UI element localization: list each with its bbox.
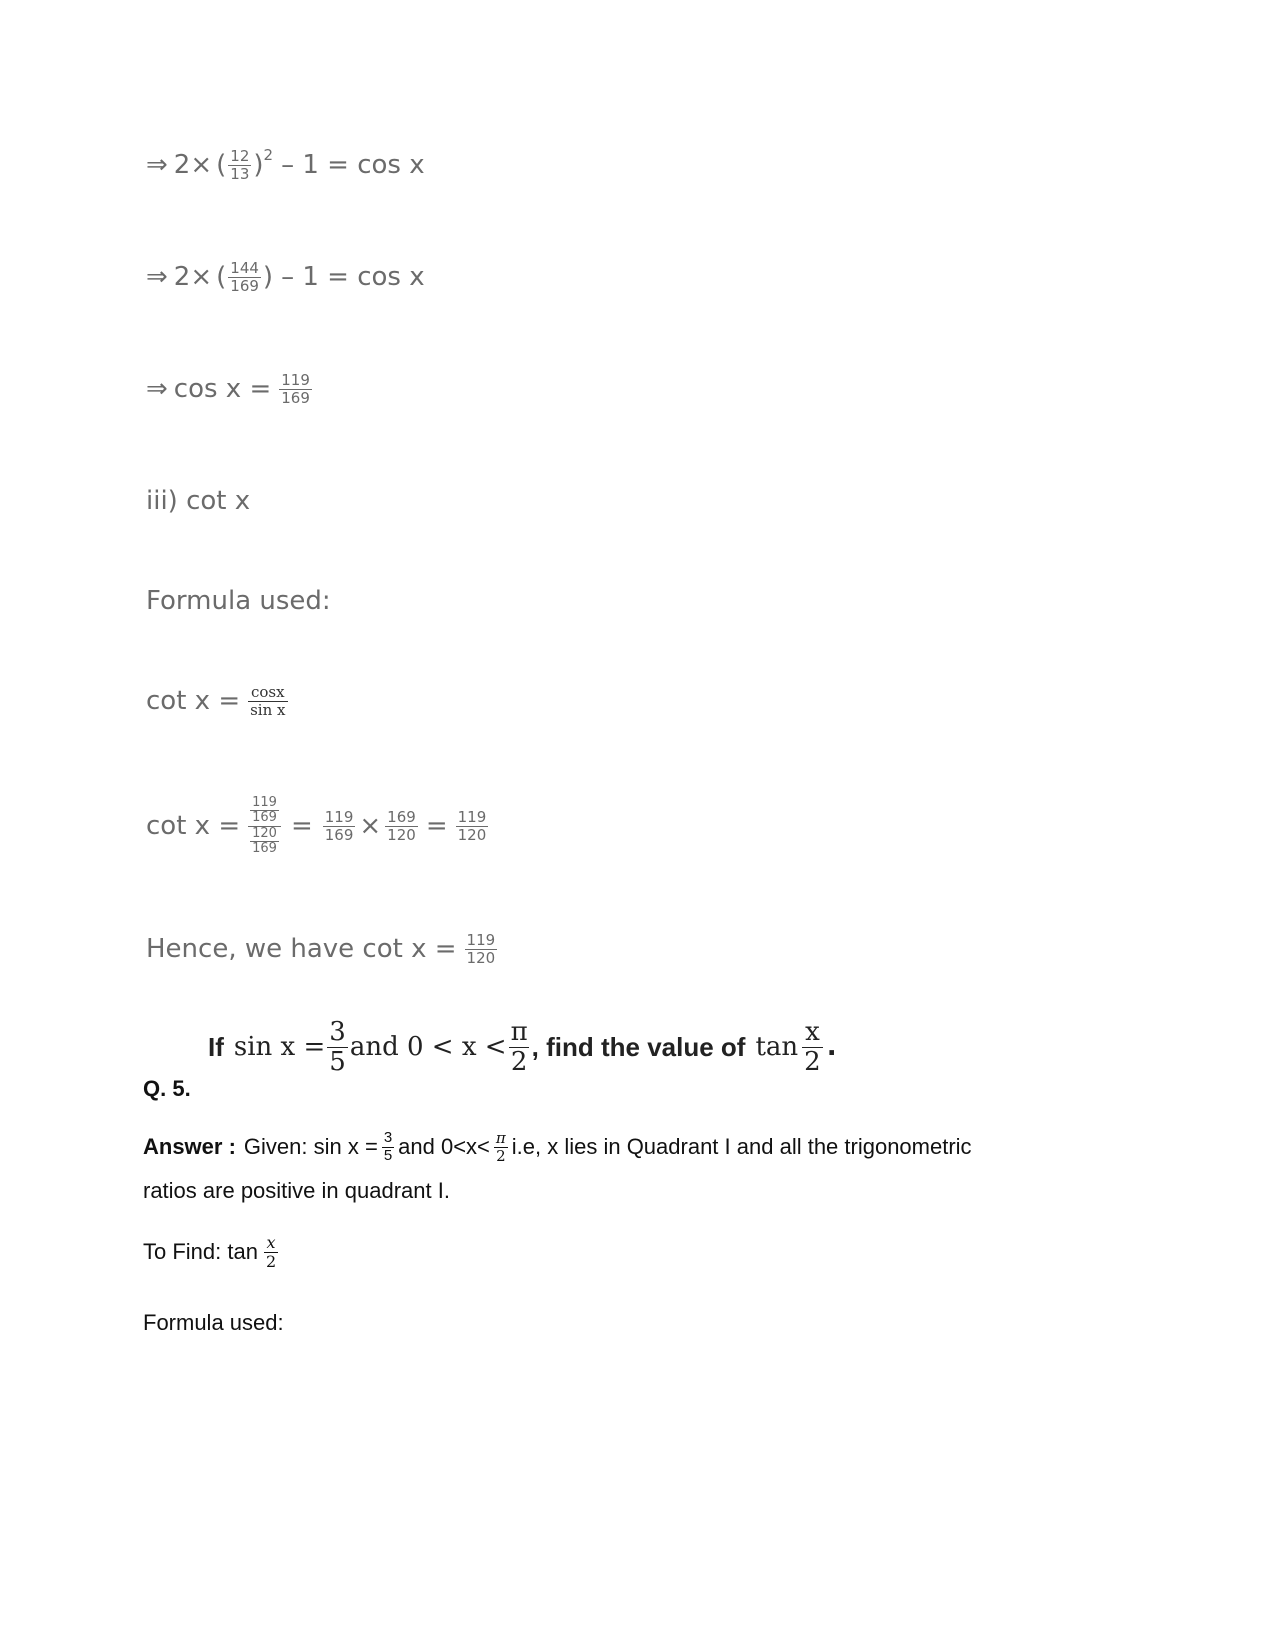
- to-find-line: To Find: tan $\frac{x}{2}$: [143, 1233, 277, 1271]
- cot-formula: cot x = $\frac{\cos x}{\text{sin x}}$: [146, 683, 286, 719]
- question-5-statement: If sin x = $\frac{3}{5}$ and 0 < x < $\frac{\pi}{2}$ , find the value of tan $\frac{x}{2}$ .: [208, 1017, 837, 1077]
- equation-line-2: ⇒ 2× ( $\frac{144}{169}$ ) – 1 = cos x: [146, 259, 425, 295]
- fraction-119-120: $\frac{119}{120}$: [457, 808, 487, 844]
- fraction-3-5: $\frac{3}{5}$: [329, 1017, 346, 1077]
- fraction-x-2: $\frac{x}{2}$: [804, 1017, 821, 1077]
- fraction-120-169-bottom: $\frac{120}{169}$: [252, 825, 277, 856]
- question-label: Q. 5.: [143, 1076, 191, 1101]
- hence-statement: Hence, we have cot x = $\frac{119}{120}$: [146, 931, 496, 967]
- fraction-169-120: $\frac{169}{120}$: [387, 808, 416, 844]
- formula-used-heading-2: Formula used:: [143, 1310, 284, 1335]
- fraction-12-13: $\frac{12}{13}$: [230, 147, 250, 183]
- part-iii-heading: iii) cot x: [146, 486, 251, 516]
- cot-calculation: cot x = $\frac{\frac{119}{169}}{\frac{120}{169}}$ = $\frac{119}{169}$ × $\frac{169}{120}$ = $\frac{119}{120}$: [146, 795, 487, 856]
- fraction-119-169-top: $\frac{119}{169}$: [252, 795, 277, 826]
- fraction-119-169: $\frac{119}{169}$: [324, 808, 354, 844]
- fraction-pi-2: $\frac{\pi}{2}$: [495, 1129, 506, 1165]
- fraction-119-120: $\frac{119}{120}$: [466, 931, 496, 967]
- answer-line-1: Answer : Given: sin x = $\frac{3}{5}$ and 0<x< $\frac{\pi}{2}$ i.e, x lies in Quadrant I and all the trigonometric: [143, 1129, 972, 1165]
- answer-line-2: ratios are positive in quadrant I.: [143, 1178, 450, 1203]
- fraction-pi-2: $\frac{\pi}{2}$: [510, 1017, 528, 1077]
- fraction-119-169: $\frac{119}{169}$: [281, 371, 310, 407]
- fraction-144-169: $\frac{144}{169}$: [230, 259, 259, 295]
- formula-used-heading: Formula used:: [146, 586, 331, 616]
- equation-line-1: ⇒ 2× ( $\frac{12}{13}$ ) 2 – 1 = cos x: [146, 146, 425, 183]
- compound-fraction: [248, 796, 281, 856]
- answer-label: Answer :: [143, 1134, 236, 1159]
- fraction-x-2: $\frac{x}{2}$: [265, 1233, 277, 1271]
- equation-line-3: ⇒ cos x = $\frac{119}{169}$: [146, 371, 310, 407]
- implies-arrow: ⇒: [146, 374, 168, 404]
- fraction-3-5: $\frac{3}{5}$: [383, 1129, 393, 1164]
- fraction-cos-over-sin: $\frac{\cos x}{\text{sin x}}$: [250, 683, 286, 719]
- implies-arrow: ⇒: [146, 262, 168, 292]
- implies-arrow: ⇒: [146, 150, 168, 180]
